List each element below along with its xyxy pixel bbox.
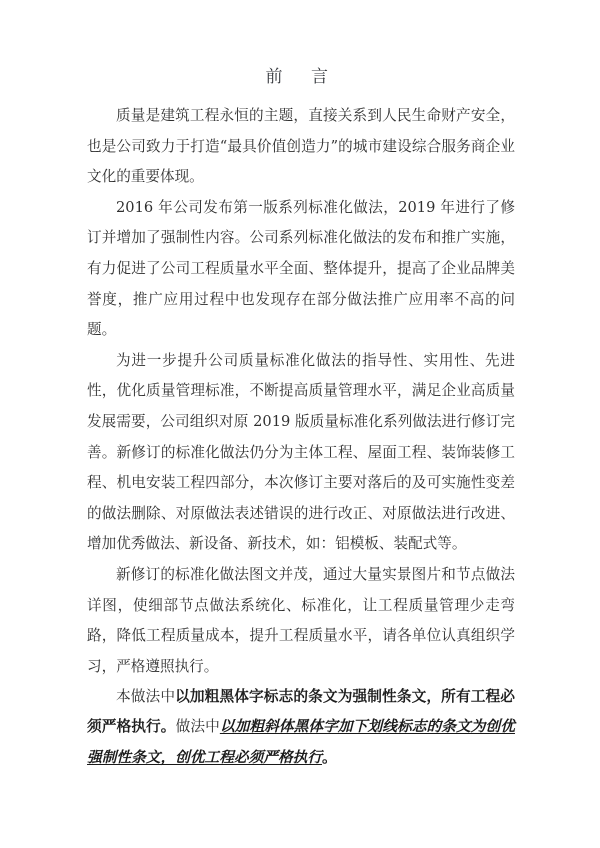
emphatic-segment-bold-italic-underline: 以加粗斜体黑体字加下划线标志的条文为创优强制性条文，创优工程必须严格执行 (87, 718, 515, 766)
paragraph-3: 为进一步提升公司质量标准化做法的指导性、实用性、先进性，优化质量管理标准，不断提高质量管理水平，满足企业高质量发展需要，公司组织对原 2019 版质量标准化系列做法进行修订完善。新修订的标准化做法仍分为主体工程、屋面工程、装饰装修工程、机电安装工程四部分，本次修订主要对落后的及可实施性变差的做法删除、对原做法表述错误的进行改正、对原做法进行改进、增加优秀做法、新设备、新技术，如：铝模板、装配式等。 (87, 351, 515, 553)
page-title-char-2: 言 (311, 67, 329, 87)
emphatic-segment-plain-1: 本做法中 (116, 688, 176, 706)
document-body (87, 62, 515, 773)
page-title-char-1: 前 (265, 67, 283, 87)
paragraph-2: 2016 年公司发布第一版系列标准化做法，2019 年进行了修订并增加了强制性内容。公司系列标准化做法的发布和推广实施，有力促进了公司工程质量水平全面、整体提升，提高了企业品牌美誉度，推广应用过程中也发现存在部分做法推广应用率不高的问题。 (87, 198, 515, 339)
page-title (87, 62, 515, 92)
paragraph-1: 质量是建筑工程永恒的主题，直接关系到人民生命财产安全，也是公司致力于打造“最具价值创造力”的城市建设综合服务商企业文化的重要体现。 (87, 107, 515, 186)
emphatic-segment-final-punctuation: 。 (322, 748, 337, 766)
emphatic-segment-plain-2: 做法中 (175, 718, 220, 736)
paragraph-4: 新修订的标准化做法图文并茂，通过大量实景图片和节点做法详图，使细部节点做法系统化、标准化，让工程质量管理少走弯路，降低工程质量成本，提升工程质量水平，请各单位认真组织学习，严格遵照执行。 (87, 565, 515, 675)
emphatic-segment-bold: 以加粗黑体字标志的条文为强制性条文，所有工程必须严格执行。 (87, 688, 515, 736)
paragraph-emphatic (87, 682, 515, 773)
